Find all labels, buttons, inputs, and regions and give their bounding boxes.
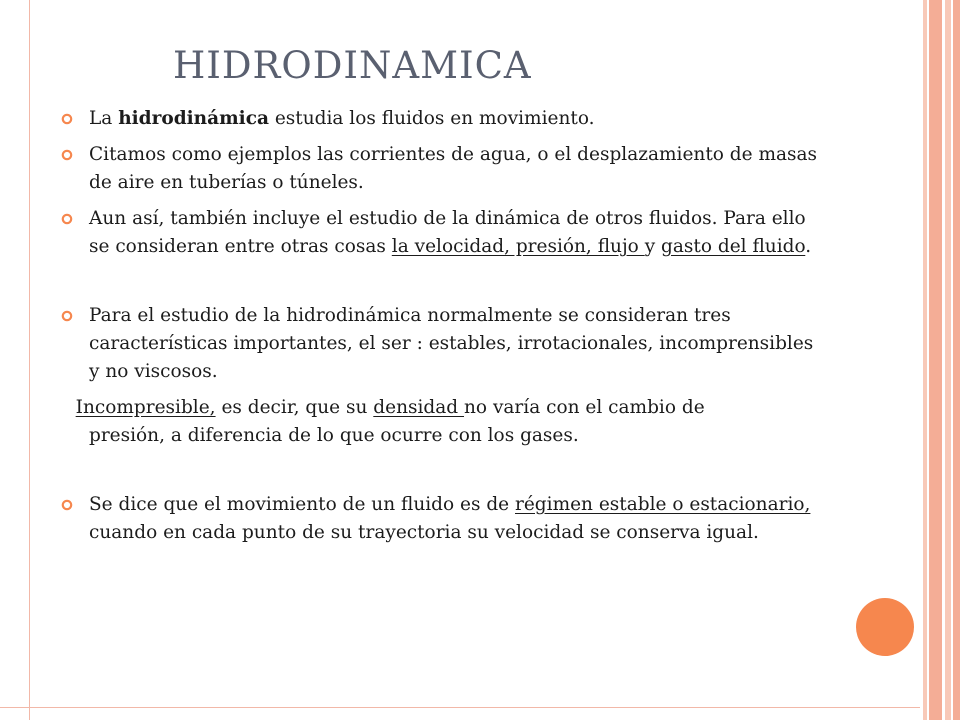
slide-frame-left [0,0,30,720]
slide-content [58,105,818,555]
bullet-text: y [644,236,662,257]
bullet-text: Aun así, también incluye el estudio de la dinámica de otros fluidos. Para ello se consideran entre otras cosas [89,208,806,257]
leading-space [58,397,76,418]
bullet-item [58,491,818,547]
spacer [58,269,818,302]
incompresible-paragraph [58,394,818,450]
ring-bullet-icon [61,149,73,161]
underlined-term: densidad [373,397,465,418]
bullet-text: La [89,108,119,129]
bullet-item [58,105,818,133]
underlined-term: régimen estable o estacionario, [515,494,811,515]
bullet-text: . [805,236,812,257]
slide-frame-right-stripes [920,0,960,720]
bullet-item [58,205,818,261]
bullet-text: Citamos como ejemplos las corrientes de agua, o el desplazamiento de masas de aire en tuberías o túneles. [89,144,818,193]
paragraph-text: es decir, que su [215,397,374,418]
bullet-item [58,141,818,197]
underlined-term: Incompresible, [75,397,216,418]
slide-title: HIDRODINAMICA [173,44,532,87]
ring-bullet-icon [61,499,73,511]
slide-frame-bottom [0,707,920,708]
spacer [58,458,818,491]
ring-bullet-icon [61,213,73,225]
ring-bullet-icon [61,113,73,125]
paragraph-text: no varía con el cambio de [464,397,705,418]
ring-bullet-icon [61,310,73,322]
underlined-term: gasto del fluido [661,236,806,257]
decorative-circle [856,598,914,656]
bullet-item [58,302,818,386]
bullet-text: estudia los fluidos en movimiento. [268,108,595,129]
underlined-term: la velocidad, presión, flujo [391,236,645,257]
bullet-text: cuando en cada punto de su trayectoria su velocidad se conserva igual. [89,522,759,543]
bold-term: hidrodinámica [118,108,269,129]
bullet-text: Se dice que el movimiento de un fluido es de [89,494,516,515]
bullet-text: Para el estudio de la hidrodinámica normalmente se consideran tres características importantes, el ser : estables, irrotacionales, incomprensibles y no viscosos. [89,305,814,382]
paragraph-text: presión, a diferencia de lo que ocurre con los gases. [89,425,579,446]
